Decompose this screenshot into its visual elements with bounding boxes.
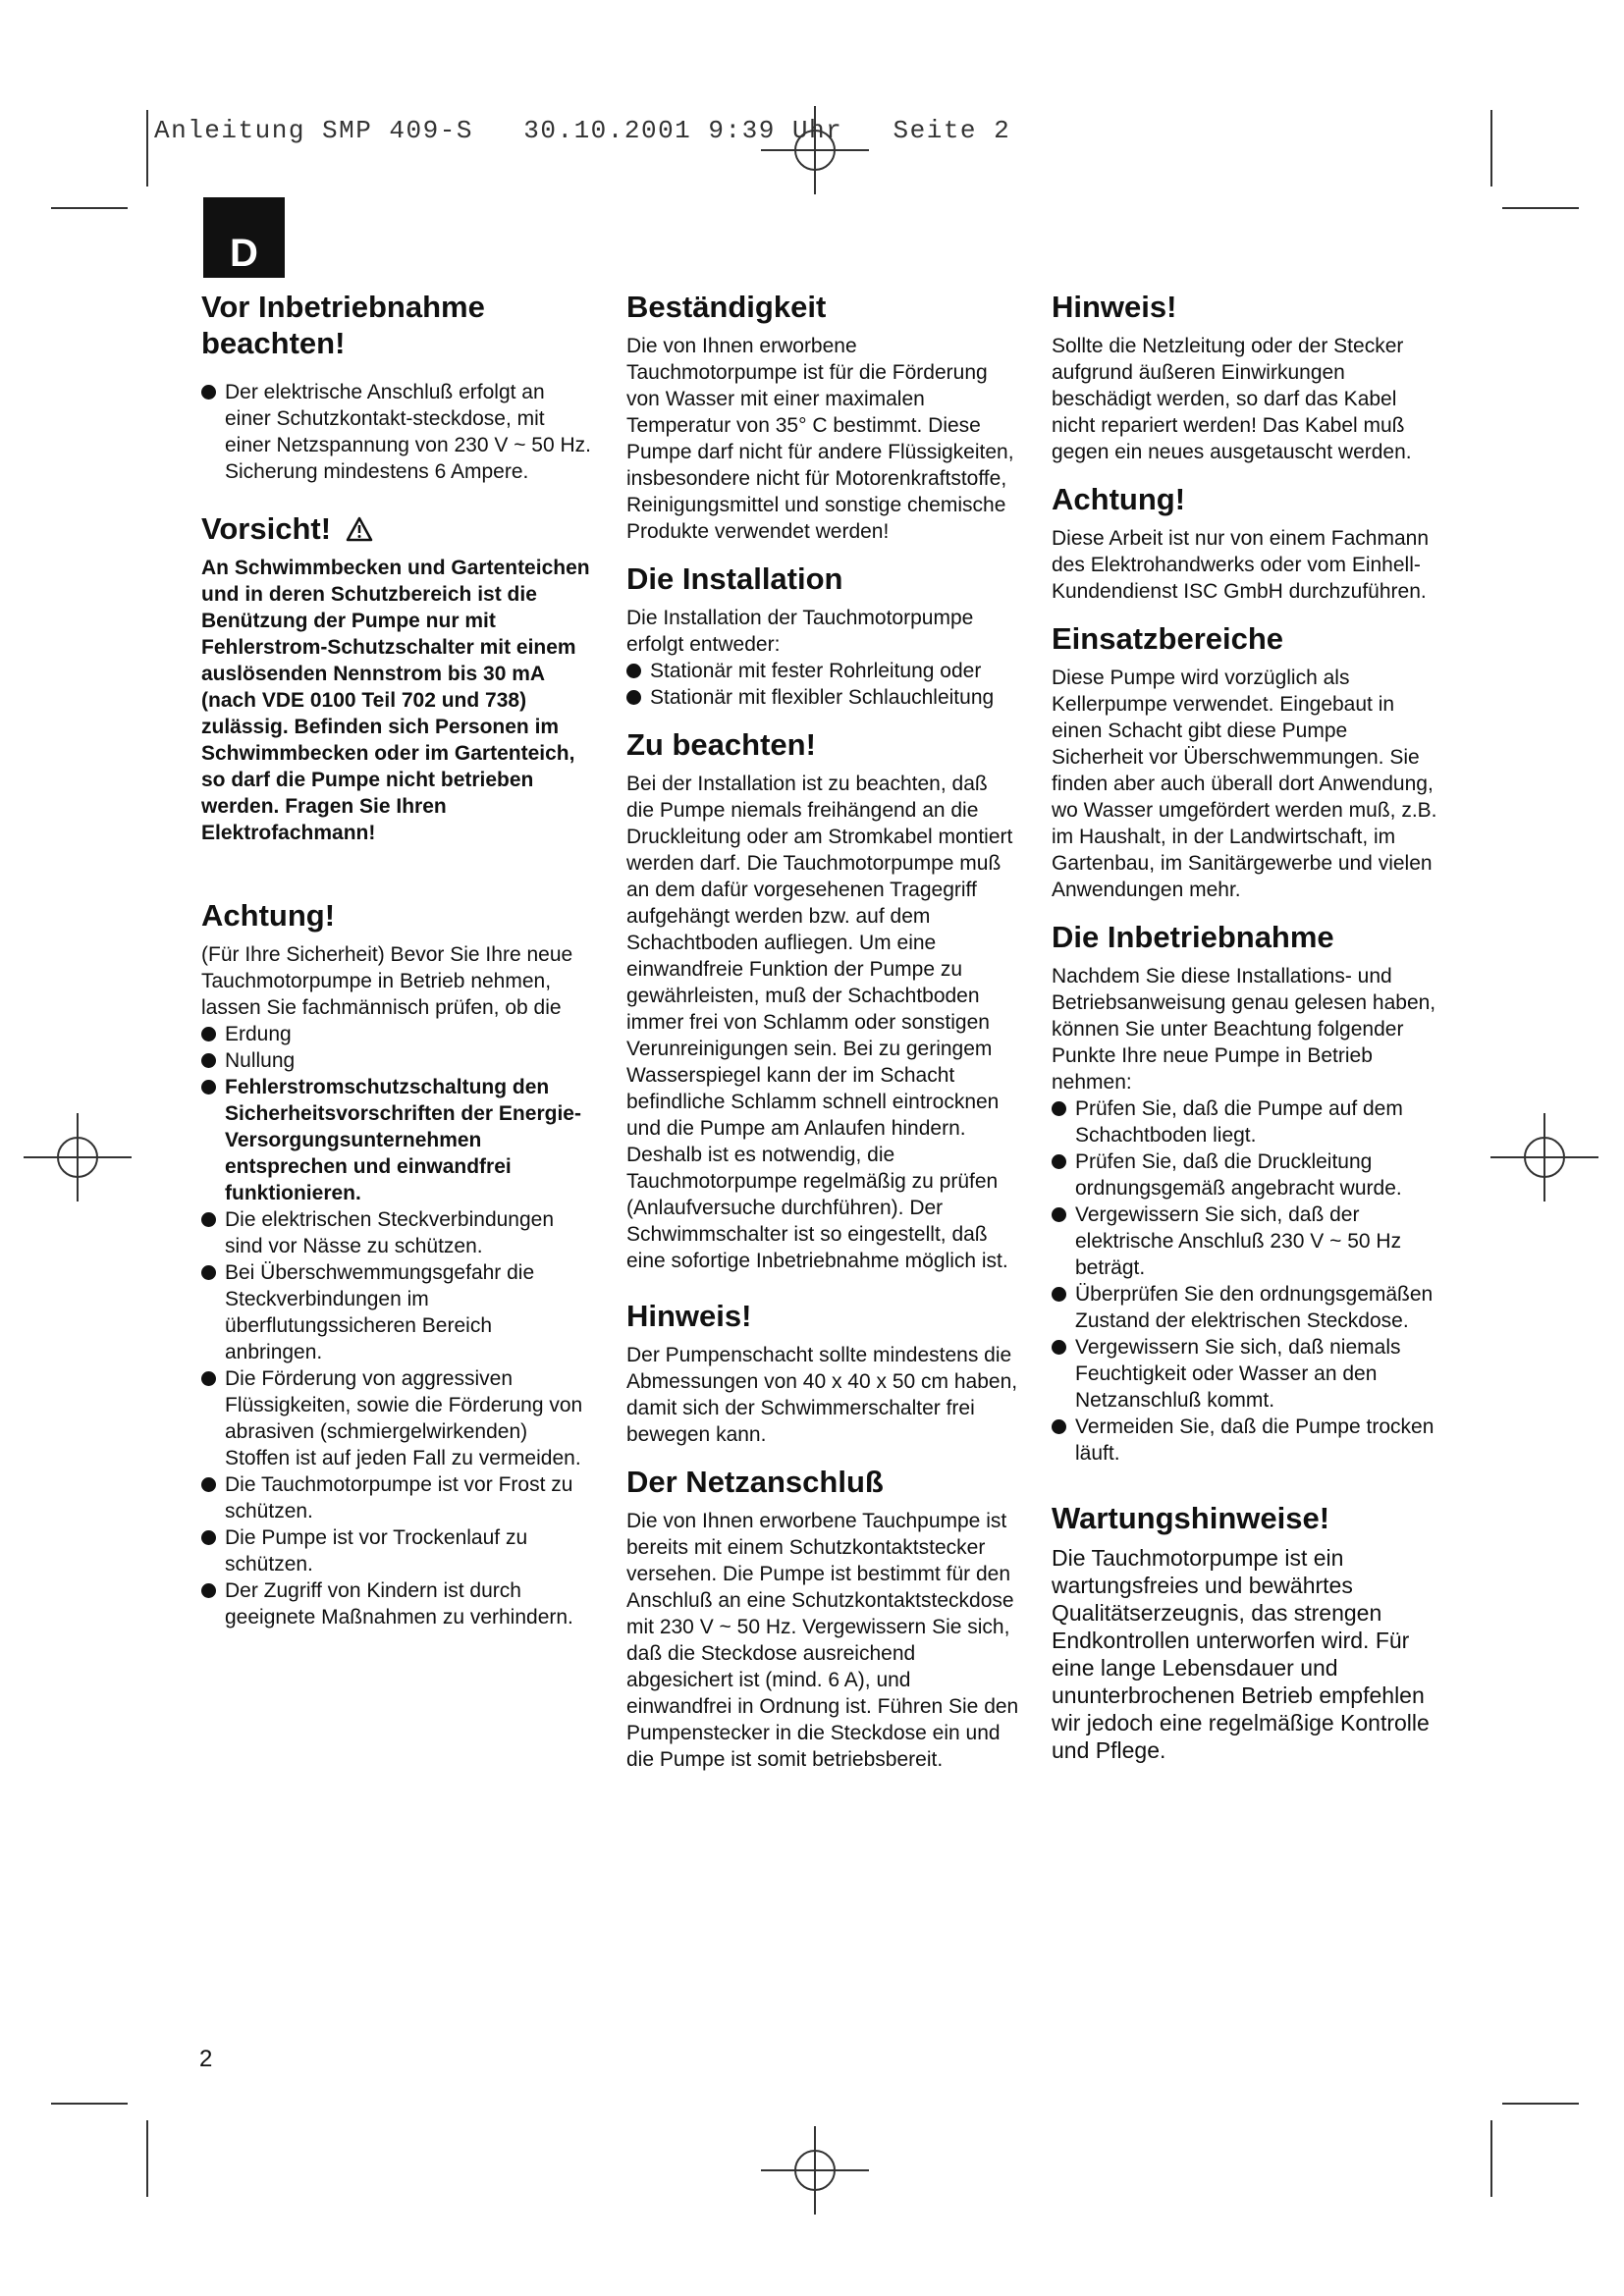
section-heading: Achtung!	[201, 898, 336, 933]
paragraph: Die Installation der Tauchmotorpumpe erfolgt entweder:	[626, 607, 974, 656]
crop-mark	[146, 2120, 148, 2197]
crop-mark	[1502, 207, 1579, 209]
list-item: Der Zugriff von Kindern ist durch geeignete Maßnahmen zu verhindern.	[201, 1577, 594, 1630]
list-item: Bei Überschwemmungsgefahr die Steckverbindungen im überflutungssicheren Bereich anbringen.	[201, 1259, 594, 1365]
list-item: Überprüfen Sie den ordnungsgemäßen Zustand der elektrischen Steckdose.	[1052, 1281, 1444, 1334]
section-heading: Achtung!	[1052, 482, 1186, 516]
list-item: Stationär mit flexibler Schlauchleitung	[626, 684, 1019, 711]
list-item: Die Tauchmotorpumpe ist vor Frost zu schützen.	[201, 1471, 594, 1524]
bullet-list	[201, 1021, 594, 1630]
registration-mark-icon	[761, 96, 869, 204]
column-middle	[626, 289, 1019, 1773]
print-header: Anleitung SMP 409-S 30.10.2001 9:39 Uhr Seite 2	[154, 116, 1011, 145]
paragraph: (Für Ihre Sicherheit) Bevor Sie Ihre neue Tauchmotorpumpe in Betrieb nehmen, lassen Sie fachmännisch prüfen, ob die	[201, 943, 573, 1019]
list-item: Vergewissern Sie sich, daß der elektrische Anschluß 230 V ~ 50 Hz beträgt.	[1052, 1201, 1444, 1281]
section-heading	[201, 510, 594, 547]
section-achtung	[201, 897, 594, 1630]
bullet-list	[626, 658, 1019, 711]
section-heading: Vor Inbetriebnahme beachten!	[201, 290, 485, 360]
list-item: Die Förderung von aggressiven Flüssigkeiten, sowie die Förderung von abrasiven (schmiergelwirkenden) Stoffen ist auf jeden Fall zu vermeiden.	[201, 1365, 594, 1471]
list-item: Stationär mit fester Rohrleitung oder	[626, 658, 1019, 684]
list-item: Der elektrische Anschluß erfolgt an einer Schutzkontakt-steckdose, mit einer Netzspannung von 230 V ~ 50 Hz. Sicherung mindestens 6 Ampere.	[201, 379, 594, 485]
section-zu-beachten	[626, 726, 1019, 1274]
section-bestaendigkeit	[626, 289, 1019, 545]
bullet-list	[1052, 1095, 1444, 1467]
list-item: Fehlerstromschutzschaltung den Sicherheitsvorschriften der Energie-Versorgungsunternehmen entsprechen und einwandfrei funktionieren.	[201, 1074, 594, 1206]
section-achtung-fachmann	[1052, 481, 1444, 605]
list-item: Nullung	[201, 1047, 594, 1074]
paragraph: Nachdem Sie diese Installations- und Betriebsanweisung genau gelesen haben, können Sie unter Beachtung folgender Punkte Ihre neue Pumpe in Betrieb nehmen:	[1052, 965, 1436, 1094]
list-item: Die Pumpe ist vor Trockenlauf zu schützen.	[201, 1524, 594, 1577]
warning-triangle-icon	[346, 516, 373, 542]
crop-mark	[1502, 2103, 1579, 2105]
section-netzanschluss	[626, 1464, 1019, 1773]
column-left	[201, 289, 594, 1630]
paragraph: Die von Ihnen erworbene Tauchpumpe ist bereits mit einem Schutzkontaktstecker versehen. Die Pumpe ist bestimmt für den Anschluß an eine Schutzkontaktsteckdose mit 230 V ~ 50 Hz. Vergewissern Sie sich, daß die Steckdose ausreichend abgesichert ist (mind. 6 A), und einwandfrei in Ordnung ist. Führen Sie den Pumpenstecker in die Steckdose ein und die Pumpe ist somit betriebsbereit.	[626, 1510, 1019, 1771]
crop-mark	[1490, 110, 1492, 187]
list-item: Prüfen Sie, daß die Pumpe auf dem Schachtboden liegt.	[1052, 1095, 1444, 1148]
section-hinweis-schacht	[626, 1298, 1019, 1448]
crop-mark	[1490, 2120, 1492, 2197]
crop-mark	[51, 207, 128, 209]
section-vor-inbetriebnahme	[201, 289, 594, 485]
paragraph: Diese Pumpe wird vorzüglich als Kellerpumpe verwendet. Eingebaut in einen Schacht gibt diese Pumpe Sicherheit vor Überschwemmungen. Sie finden aber auch überall dort Anwendung, wo Wasser umgefördert werden muß, z.B. im Haushalt, in der Landwirtschaft, im Gartenbau, im Sanitärgewerbe und vielen Anwendungen mehr.	[1052, 667, 1437, 901]
section-heading: Die Inbetriebnahme	[1052, 920, 1334, 954]
section-heading: Hinweis!	[1052, 290, 1177, 324]
section-heading: Der Netzanschluß	[626, 1465, 884, 1499]
bullet-list	[201, 379, 594, 485]
registration-mark-icon	[1490, 1103, 1598, 1211]
section-inbetriebnahme	[1052, 919, 1444, 1467]
section-hinweis-kabel	[1052, 289, 1444, 465]
language-badge: D	[203, 197, 285, 278]
section-heading: Einsatzbereiche	[1052, 621, 1284, 656]
section-heading: Zu beachten!	[626, 727, 816, 762]
section-vorsicht	[201, 510, 594, 846]
page-number: 2	[199, 2046, 213, 2072]
list-item: Erdung	[201, 1021, 594, 1047]
registration-mark-icon	[761, 2116, 869, 2224]
paragraph: Bei der Installation ist zu beachten, daß die Pumpe niemals freihängend an die Druckleitung oder am Stromkabel montiert werden darf. Die Tauchmotorpumpe muß an dem dafür vorgesehenen Tragegriff aufgehängt werden bzw. auf dem Schachtboden aufliegen. Um eine einwandfreie Funktion der Pumpe zu gewährleisten, muß der Schachtboden immer frei von Schlamm oder sonstigen Verunreinigungen sein. Bei zu geringem Wasserspiegel kann der im Schacht befindliche Schlamm schnell eintrocknen und die Pumpe am Anlaufen hindern. Deshalb ist es notwendig, die Tauchmotorpumpe regelmäßig zu prüfen (Anlaufversuche durchführen). Der Schwimmschalter ist so eingestellt, daß eine sofortige Inbetriebnahme möglich ist.	[626, 773, 1013, 1272]
crop-mark	[51, 2103, 128, 2105]
paragraph: Der Pumpenschacht sollte mindestens die Abmessungen von 40 x 40 x 50 cm haben, damit sich der Schwimmerschalter frei bewegen kann.	[626, 1344, 1018, 1446]
crop-mark	[146, 110, 148, 187]
paragraph: Diese Arbeit ist nur von einem Fachmann des Elektrohandwerks oder vom Einhell-Kundendienst ISC GmbH durchzuführen.	[1052, 527, 1430, 603]
section-heading: Wartungshinweise!	[1052, 1501, 1330, 1535]
list-item: Die elektrischen Steckverbindungen sind vor Nässe zu schützen.	[201, 1206, 594, 1259]
section-installation	[626, 561, 1019, 711]
column-right	[1052, 289, 1444, 1764]
section-heading: Hinweis!	[626, 1299, 752, 1333]
paragraph: Die von Ihnen erworbene Tauchmotorpumpe ist für die Förderung von Wasser mit einer maximalen Temperatur von 35° C bestimmt. Diese Pumpe darf nicht für andere Flüssigkeiten, insbesondere nicht für Motorenkraftstoffe, Reinigungsmittel und sonstige chemische Produkte verwendet werden!	[626, 335, 1014, 543]
section-wartungshinweise	[1052, 1500, 1444, 1764]
paragraph: Sollte die Netzleitung oder der Stecker aufgrund äußeren Einwirkungen beschädigt werden, so darf das Kabel nicht repariert werden! Das Kabel muß gegen ein neues ausgetauscht werden.	[1052, 335, 1412, 463]
list-item: Prüfen Sie, daß die Druckleitung ordnungsgemäß angebracht wurde.	[1052, 1148, 1444, 1201]
list-item: Vermeiden Sie, daß die Pumpe trocken läuft.	[1052, 1414, 1444, 1467]
list-item: Vergewissern Sie sich, daß niemals Feuchtigkeit oder Wasser an den Netzanschluß kommt.	[1052, 1334, 1444, 1414]
paragraph: Die Tauchmotorpumpe ist ein wartungsfreies und bewährtes Qualitätserzeugnis, das strengen Endkontrollen unterworfen wird. Für eine lange Lebensdauer und ununterbrochenen Betrieb empfehlen wir jedoch eine regelmäßige Kontrolle und Pflege.	[1052, 1545, 1430, 1763]
section-heading-text: Vorsicht!	[201, 511, 332, 546]
section-heading: Beständigkeit	[626, 290, 827, 324]
registration-mark-icon	[24, 1103, 132, 1211]
paragraph: An Schwimmbecken und Gartenteichen und in deren Schutzbereich ist die Benützung der Pumpe nur mit Fehlerstrom-Schutzschalter mit einem auslösenden Nennstrom bis 30 mA (nach VDE 0100 Teil 702 und 738) zulässig. Befinden sich Personen im Schwimmbecken oder im Gartenteich, so darf die Pumpe nicht betrieben werden. Fragen Sie Ihren Elektrofachmann!	[201, 557, 590, 844]
section-heading: Die Installation	[626, 561, 843, 596]
section-einsatzbereiche	[1052, 620, 1444, 903]
